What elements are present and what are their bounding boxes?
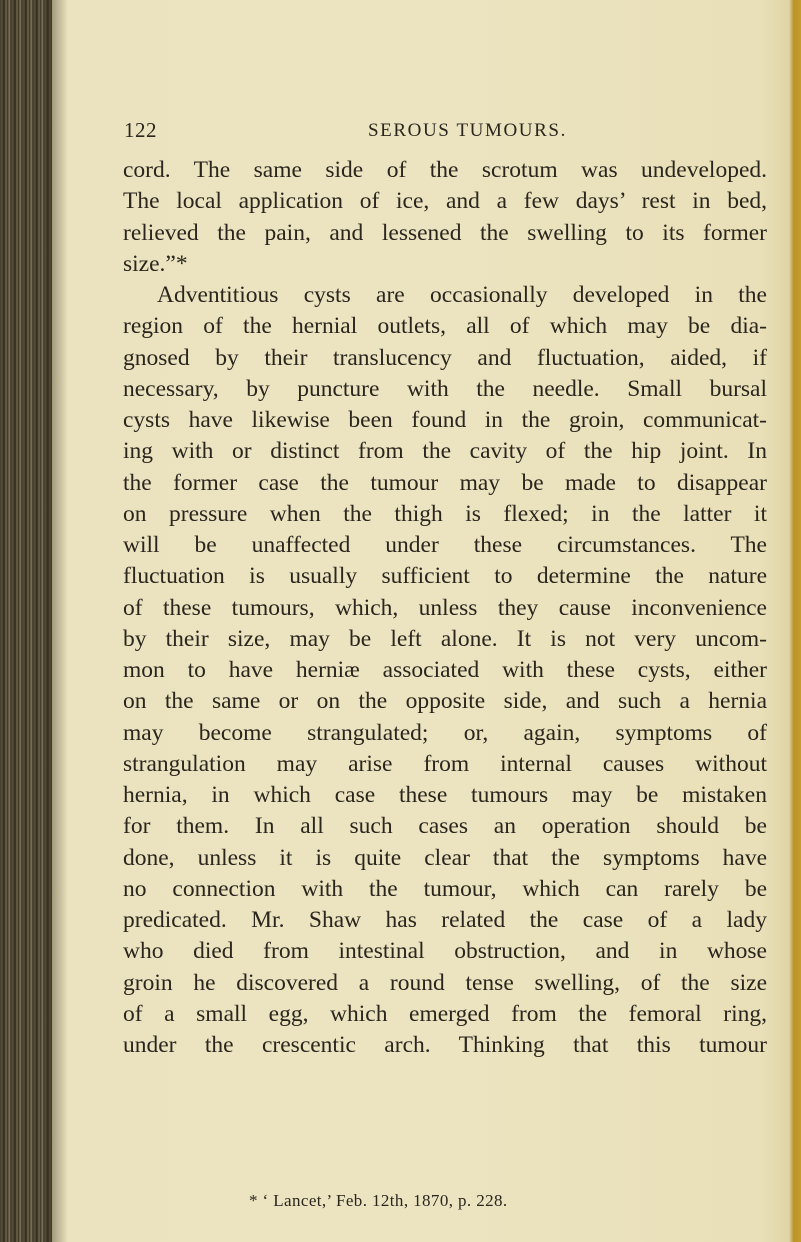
page-header xyxy=(0,118,801,144)
footnote: * ‘ Lancet,’ Feb. 12th, 1870, p. 228. xyxy=(249,1191,508,1210)
text-line: no connection with the tumour, which can rarely be xyxy=(123,875,767,902)
text-line: for them. In all such cases an operation should be xyxy=(123,813,767,840)
page-edge xyxy=(789,0,801,1242)
text-line: hernia, in which case these tumours may be mistaken xyxy=(123,782,767,808)
text-line: done, unless it is quite clear that the symptoms have xyxy=(123,844,767,871)
running-head: SEROUS TUMOURS. xyxy=(368,120,567,141)
text-line: cysts have likewise been found in the groin, communicat- xyxy=(123,407,767,433)
body-text xyxy=(123,155,767,1061)
text-line: mon to have herniæ associated with these cysts, either xyxy=(123,657,767,683)
text-line: who died from intestinal obstruction, and in whose xyxy=(123,938,767,965)
text-line: predicated. Mr. Shaw has related the case of a lady xyxy=(123,907,767,933)
gutter-shadow xyxy=(46,0,68,1242)
text-line: strangulation may arise from internal causes without xyxy=(123,750,767,777)
text-line: under the crescentic arch. Thinking that this tumour xyxy=(123,1032,767,1058)
text-line: cord. The same side of the scrotum was undeveloped. xyxy=(123,157,767,183)
text-line: of a small egg, which emerged from the femoral ring, xyxy=(123,1000,767,1027)
book-spine-gutter xyxy=(0,0,52,1242)
text-line: ing with or distinct from the cavity of the hip joint. In xyxy=(123,438,767,465)
text-line: on the same or on the opposite side, and such a hernia xyxy=(123,688,767,715)
text-line: region of the hernial outlets, all of which may be dia- xyxy=(123,313,767,340)
page-number: 122 xyxy=(124,118,157,142)
text-line: may become strangulated; or, again, symptoms of xyxy=(123,719,767,746)
text-line: The local application of ice, and a few days’ rest in bed, xyxy=(123,188,767,215)
text-line: will be unaffected under these circumstances. The xyxy=(123,532,767,558)
text-line: necessary, by puncture with the needle. Small bursal xyxy=(123,375,767,402)
text-line: of these tumours, which, unless they cause inconvenience xyxy=(123,594,767,621)
text-line: size.”* xyxy=(123,250,188,277)
text-line: Adventitious cysts are occasionally developed in the xyxy=(157,282,767,308)
text-line: gnosed by their translucency and fluctuation, aided, if xyxy=(123,344,767,371)
text-line: groin he discovered a round tense swelling, of the size xyxy=(123,969,767,996)
text-line: by their size, may be left alone. It is not very uncom- xyxy=(123,625,767,652)
text-line: on pressure when the thigh is flexed; in the latter it xyxy=(123,500,767,527)
text-line: fluctuation is usually sufficient to determine the nature xyxy=(123,563,767,590)
text-line: the former case the tumour may be made to disappear xyxy=(123,469,767,496)
text-line: relieved the pain, and lessened the swelling to its former xyxy=(123,219,767,246)
